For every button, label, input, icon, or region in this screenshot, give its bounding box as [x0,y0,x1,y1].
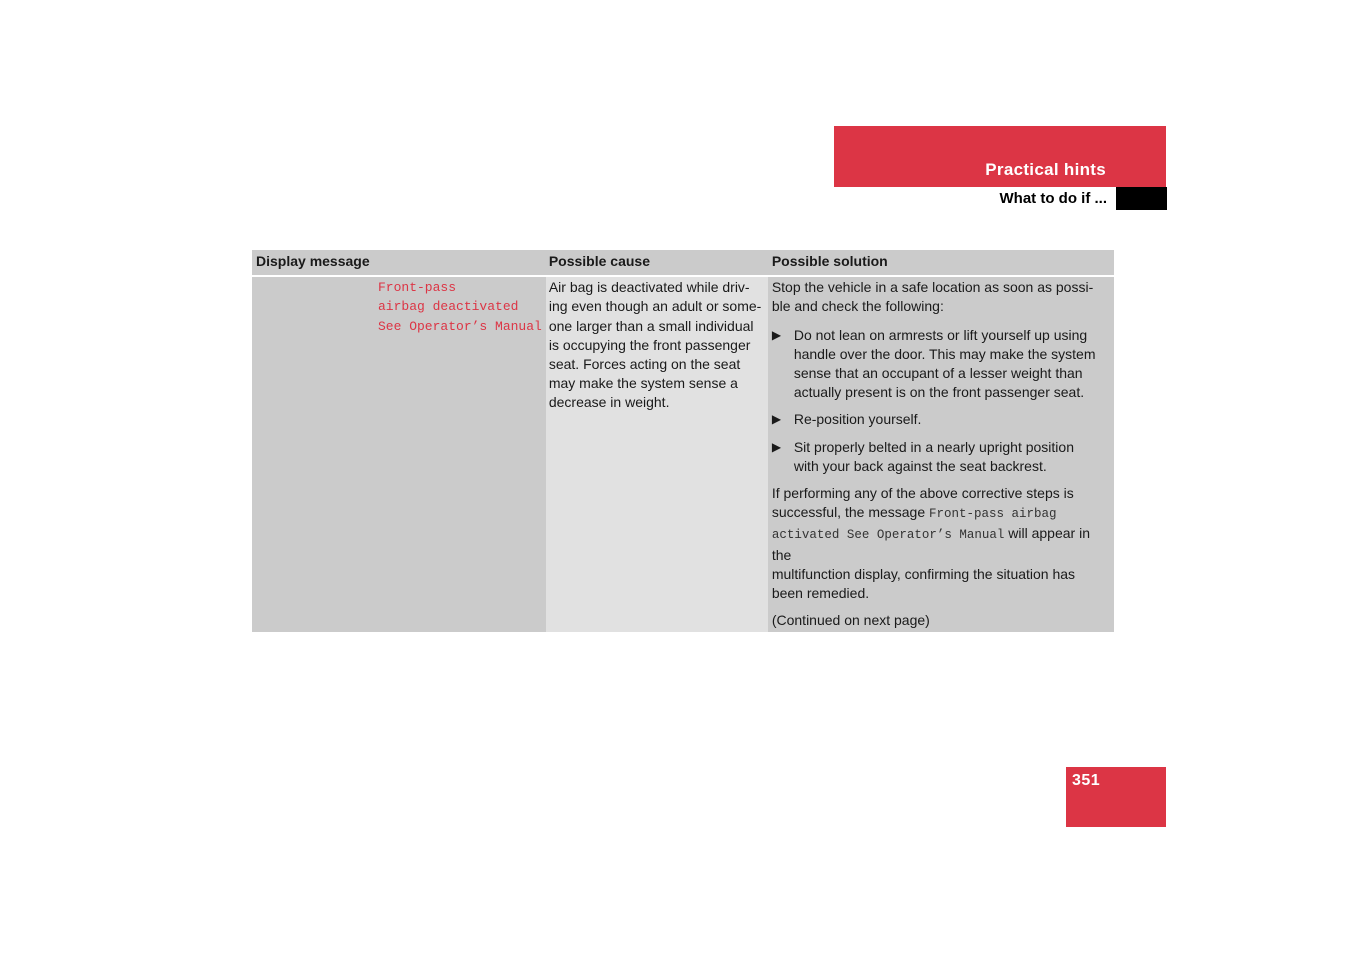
cause-line: one larger than a small individual [548,317,754,334]
solution-result [772,484,1110,603]
triangle-right-icon: ▶ [771,412,782,427]
cause-line: Air bag is deactivated while driv- [548,279,750,296]
solution-result-line [772,524,1110,564]
solution-step-line: sense that an occupant of a lesser weight than [793,365,1083,382]
solution-intro-line: ble and check the following: [771,298,944,315]
header-possible-cause: Possible cause [546,250,768,276]
section-tab-marker [1116,187,1167,210]
possible-solution-cell [768,276,1114,632]
cause-line: may make the system sense a [548,375,738,392]
table-row [252,276,1114,632]
solution-step [772,326,1110,403]
solution-result-line: been remedied. [771,585,870,602]
solution-step [772,438,1110,476]
display-message-inline: Front-pass airbag [929,507,1057,522]
triangle-right-icon: ▶ [771,439,782,454]
subsection-title: What to do if ... [999,190,1107,207]
solution-step-line: Re-position yourself. [793,411,922,428]
header-display-message: Display message [252,250,546,276]
display-message-table [252,250,1114,632]
solution-step-line: actually present is on the front passenger seat. [793,384,1085,401]
solution-result-text: will appear in the [771,525,1090,563]
display-message-cell [252,276,546,632]
solution-intro [772,278,1110,316]
display-message-line: airbag deactivated [378,299,519,315]
solution-result-text: successful, the message [771,504,930,521]
page-number-box [1066,767,1166,827]
solution-result-line [772,503,1110,524]
solution-step [772,410,1110,429]
possible-cause-cell [546,276,768,632]
display-message-inline: activated See Operator’s Manual [771,528,1005,543]
cause-line: seat. Forces acting on the seat [548,356,741,373]
display-message-line: Front-pass [378,280,457,296]
solution-result-line: If performing any of the above corrective steps is [771,485,1074,502]
display-message-line: See Operator’s Manual [378,318,542,334]
cause-line: is occupying the front passenger [548,336,751,353]
triangle-right-icon: ▶ [771,327,782,342]
header-possible-solution: Possible solution [768,250,1114,276]
solution-step-line: handle over the door. This may make the system [793,345,1096,362]
section-title: Practical hints [985,160,1106,179]
solution-step-line: Sit properly belted in a nearly upright position [793,438,1074,455]
continued-note: (Continued on next page) [771,612,930,629]
solution-intro-line: Stop the vehicle in a safe location as soon as possi- [771,279,1094,296]
display-message-text [256,278,542,336]
page-number: 351 [1072,772,1101,789]
solution-step-line: with your back against the seat backrest. [793,457,1047,474]
cause-line: decrease in weight. [548,394,670,411]
solution-step-line: Do not lean on armrests or lift yourself up using [793,326,1088,343]
solution-result-line: multifunction display, confirming the situation has [771,565,1076,582]
section-header-bar [834,126,1166,187]
table-header-row [252,250,1114,276]
cause-line: ing even though an adult or some- [548,298,762,315]
